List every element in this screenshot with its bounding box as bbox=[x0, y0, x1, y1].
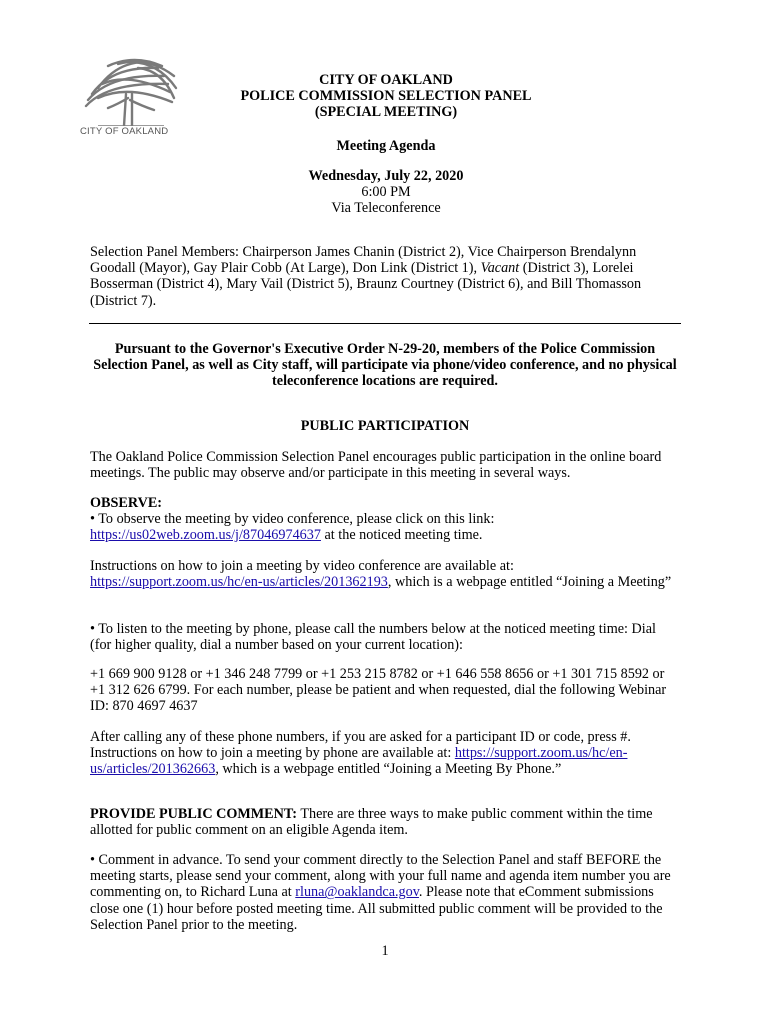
after-calling-text: After calling any of these phone numbers, if you are asked for a participant ID or code, press #. Instructions on how to join a meeting by phone are available at: bbox=[90, 729, 631, 762]
public-comment-heading: PROVIDE PUBLIC COMMENT: bbox=[90, 806, 298, 822]
meeting-location: Via Teleconference bbox=[331, 199, 441, 216]
logo-caption: CITY OF OAKLAND bbox=[80, 126, 169, 137]
phone-numbers: +1 669 900 9128 or +1 346 248 7799 or +1 253 215 8782 or +1 646 558 8656 or +1 301 715 8592 or +1 312 626 6799. For each number, please be patient and when requested, dial the following Webinar ID: 870 4697 4637 bbox=[90, 666, 667, 715]
panel-members bbox=[90, 244, 680, 309]
comment-advance-after: . Please note that eComment submissions close one (1) hour before posted meeting time. All submitted public comment will be provided to the Selection Panel prior to the meeting. bbox=[90, 884, 663, 933]
video-instructions bbox=[90, 558, 680, 590]
public-participation-heading: PUBLIC PARTICIPATION bbox=[300, 418, 470, 434]
observe-video-link-line bbox=[90, 527, 680, 543]
header-line-city: CITY OF OAKLAND bbox=[319, 72, 453, 88]
members-vacant: Vacant bbox=[480, 260, 520, 277]
after-calling-instructions bbox=[90, 729, 680, 778]
observe-section bbox=[90, 495, 680, 544]
comment-in-advance bbox=[90, 852, 680, 933]
public-comment-intro-text: There are three ways to make public comment within the time allotted for public comment on an eligible Agenda item. bbox=[90, 806, 653, 839]
header-line-panel: POLICE COMMISSION SELECTION PANEL bbox=[240, 88, 532, 104]
meeting-details bbox=[186, 169, 586, 216]
document-header bbox=[186, 72, 586, 120]
meeting-date: Wednesday, July 22, 2020 bbox=[308, 168, 464, 184]
phone-instructions: • To listen to the meeting by phone, please call the numbers below at the noticed meeting time: Dial (for higher quality, dial a number based on your current location): bbox=[90, 621, 656, 654]
zoom-meeting-link[interactable]: https://us02web.zoom.us/j/87046974637 bbox=[90, 527, 321, 544]
public-participation-intro: The Oakland Police Commission Selection Panel encourages public participation in the online board meetings. The public may observe and/or participate in this meeting in several ways. bbox=[90, 449, 662, 482]
observe-heading: OBSERVE: bbox=[90, 495, 163, 511]
members-text-end: (District 3), Lorelei Bosserman (District 4), Mary Vail (District 5), Braunz Courtney (District 6), and Bill Thomasson (District 7). bbox=[90, 260, 642, 309]
comment-advance-text: • Comment in advance. To send your comment directly to the Selection Panel and staff BEFORE the meeting starts, please send your comment, along with your full name and agenda item number you are commenting on, to Richard Luna at bbox=[90, 852, 671, 901]
observe-video-line: • To observe the meeting by video conference, please click on this link: bbox=[90, 511, 495, 528]
meeting-time: 6:00 PM bbox=[361, 183, 411, 200]
header-line-special: (SPECIAL MEETING) bbox=[314, 104, 458, 120]
video-instructions-link[interactable]: https://support.zoom.us/hc/en-us/articles/201362193 bbox=[90, 574, 388, 591]
members-text-start: Selection Panel Members: Chairperson James Chanin (District 2), Vice Chairperson Brendalynn Goodall (Mayor), Gay Plair Cobb (At Large), Don Link (District 1), bbox=[90, 244, 637, 277]
section-divider bbox=[89, 323, 681, 324]
page-number: 1 bbox=[381, 943, 389, 959]
email-link[interactable]: rluna@oaklandca.gov bbox=[295, 884, 419, 901]
observe-video-after: at the noticed meeting time. bbox=[320, 527, 483, 544]
executive-order-notice: Pursuant to the Governor's Executive Order N-29-20, members of the Police Commission Selection Panel, as well as City staff, will participate via phone/video conference, and no physical teleconference locations are required. bbox=[93, 341, 677, 390]
public-comment-intro bbox=[90, 806, 680, 838]
video-instructions-after: , which is a webpage entitled “Joining a Meeting” bbox=[387, 574, 672, 591]
agenda-title: Meeting Agenda bbox=[336, 138, 436, 154]
video-instructions-text: Instructions on how to join a meeting by video conference are available at: bbox=[90, 558, 514, 574]
after-calling-after: , which is a webpage entitled “Joining a Meeting By Phone.” bbox=[215, 761, 562, 778]
phone-instructions-link[interactable]: https://support.zoom.us/hc/en-us/articles/201362663 bbox=[90, 745, 628, 778]
